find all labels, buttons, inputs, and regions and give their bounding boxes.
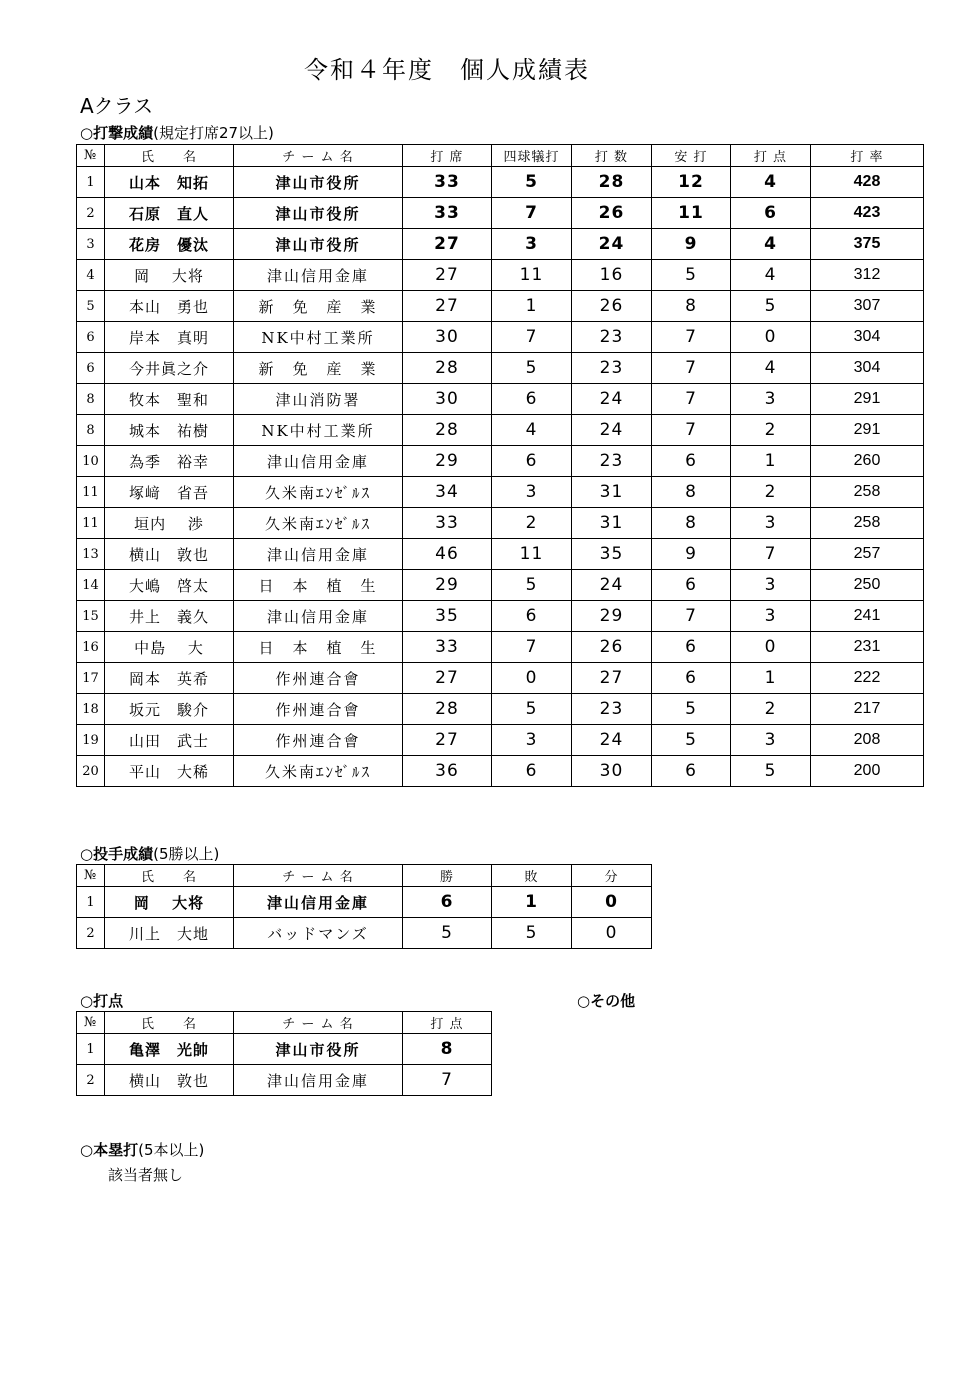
cell-pa: 27 bbox=[403, 663, 492, 694]
cell-h: 7 bbox=[652, 415, 731, 446]
cell-name: 今井眞之介 bbox=[105, 353, 234, 384]
homerun-note: 該当者無し bbox=[108, 1166, 184, 1184]
page-title: 令和４年度 個人成績表 bbox=[304, 56, 590, 84]
cell-name: 井上 義久 bbox=[105, 601, 234, 632]
cell-pa: 29 bbox=[403, 570, 492, 601]
cell-rbi: 5 bbox=[731, 291, 811, 322]
cell-team: NK中村工業所 bbox=[234, 415, 403, 446]
cell-rbi: 6 bbox=[731, 198, 811, 229]
column-header: 打 点 bbox=[403, 1012, 492, 1034]
cell-ab: 26 bbox=[572, 198, 652, 229]
cell-bb: 7 bbox=[492, 632, 572, 663]
cell-ab: 26 bbox=[572, 632, 652, 663]
cell-team: 津山信用金庫 bbox=[234, 1065, 403, 1096]
cell-avg: 307 bbox=[811, 291, 924, 322]
cell-pa: 27 bbox=[403, 725, 492, 756]
column-header: № bbox=[77, 145, 105, 167]
cell-bb: 1 bbox=[492, 291, 572, 322]
homerun-heading-title: ○本塁打 bbox=[80, 1141, 139, 1159]
cell-name: 本山 勇也 bbox=[105, 291, 234, 322]
cell-rbi: 4 bbox=[731, 260, 811, 291]
cell-name: 山田 武士 bbox=[105, 725, 234, 756]
cell-pa: 33 bbox=[403, 167, 492, 198]
column-header: チ ー ム 名 bbox=[234, 865, 403, 887]
cell-no: 8 bbox=[77, 415, 105, 446]
cell-team: 作州連合會 bbox=[234, 663, 403, 694]
table-row bbox=[77, 291, 924, 322]
cell-no: 2 bbox=[77, 918, 105, 949]
cell-h: 6 bbox=[652, 446, 731, 477]
cell-rbi: 1 bbox=[731, 446, 811, 477]
cell-rbi: 0 bbox=[731, 632, 811, 663]
cell-rbi: 7 bbox=[731, 539, 811, 570]
cell-avg: 241 bbox=[811, 601, 924, 632]
cell-rbi: 7 bbox=[403, 1065, 492, 1096]
cell-team: 作州連合會 bbox=[234, 694, 403, 725]
homerun-heading bbox=[80, 1139, 204, 1160]
cell-bb: 6 bbox=[492, 446, 572, 477]
cell-avg: 428 bbox=[811, 167, 924, 198]
table-row bbox=[77, 887, 652, 918]
column-header: № bbox=[77, 1012, 105, 1034]
cell-team: 津山市役所 bbox=[234, 167, 403, 198]
cell-avg: 231 bbox=[811, 632, 924, 663]
cell-rbi: 2 bbox=[731, 415, 811, 446]
column-header: 氏 名 bbox=[105, 1012, 234, 1034]
cell-no: 13 bbox=[77, 539, 105, 570]
column-header: 氏 名 bbox=[105, 865, 234, 887]
header-row bbox=[77, 865, 652, 887]
cell-rbi: 3 bbox=[731, 725, 811, 756]
cell-bb: 5 bbox=[492, 570, 572, 601]
cell-bb: 6 bbox=[492, 601, 572, 632]
cell-bb: 5 bbox=[492, 353, 572, 384]
cell-h: 6 bbox=[652, 663, 731, 694]
cell-team: 久米南ｴﾝｾﾞﾙｽ bbox=[234, 477, 403, 508]
cell-bb: 6 bbox=[492, 384, 572, 415]
cell-ab: 16 bbox=[572, 260, 652, 291]
cell-avg: 258 bbox=[811, 508, 924, 539]
cell-no: 20 bbox=[77, 756, 105, 787]
cell-bb: 3 bbox=[492, 725, 572, 756]
cell-h: 9 bbox=[652, 229, 731, 260]
cell-bb: 4 bbox=[492, 415, 572, 446]
cell-rbi: 4 bbox=[731, 353, 811, 384]
column-header: 打 率 bbox=[811, 145, 924, 167]
cell-pa: 28 bbox=[403, 353, 492, 384]
cell-ab: 35 bbox=[572, 539, 652, 570]
cell-no: 14 bbox=[77, 570, 105, 601]
cell-avg: 375 bbox=[811, 229, 924, 260]
table-row bbox=[77, 694, 924, 725]
column-header: 敗 bbox=[492, 865, 572, 887]
cell-name: 花房 優汰 bbox=[105, 229, 234, 260]
cell-pa: 29 bbox=[403, 446, 492, 477]
cell-ab: 23 bbox=[572, 694, 652, 725]
table-row bbox=[77, 508, 924, 539]
cell-team: 津山市役所 bbox=[234, 198, 403, 229]
cell-bb: 0 bbox=[492, 663, 572, 694]
cell-bb: 11 bbox=[492, 539, 572, 570]
rbi-heading-title: ○打点 bbox=[80, 992, 124, 1010]
cell-no: 15 bbox=[77, 601, 105, 632]
cell-no: 8 bbox=[77, 384, 105, 415]
cell-ab: 24 bbox=[572, 415, 652, 446]
cell-no: 11 bbox=[77, 508, 105, 539]
cell-no: 16 bbox=[77, 632, 105, 663]
cell-avg: 217 bbox=[811, 694, 924, 725]
cell-ab: 31 bbox=[572, 477, 652, 508]
cell-pa: 28 bbox=[403, 415, 492, 446]
cell-bb: 5 bbox=[492, 694, 572, 725]
cell-name: 坂元 駿介 bbox=[105, 694, 234, 725]
cell-pa: 35 bbox=[403, 601, 492, 632]
cell-name: 垣内 渉 bbox=[105, 508, 234, 539]
cell-no: 4 bbox=[77, 260, 105, 291]
cell-team: 津山消防署 bbox=[234, 384, 403, 415]
cell-avg: 312 bbox=[811, 260, 924, 291]
table-row bbox=[77, 260, 924, 291]
column-header: 打 点 bbox=[731, 145, 811, 167]
cell-no: 2 bbox=[77, 1065, 105, 1096]
cell-rbi: 2 bbox=[731, 694, 811, 725]
cell-team: NK中村工業所 bbox=[234, 322, 403, 353]
cell-h: 7 bbox=[652, 353, 731, 384]
table-row bbox=[77, 384, 924, 415]
cell-rbi: 0 bbox=[731, 322, 811, 353]
cell-no: 11 bbox=[77, 477, 105, 508]
cell-ab: 31 bbox=[572, 508, 652, 539]
cell-name: 横山 敦也 bbox=[105, 539, 234, 570]
cell-pa: 33 bbox=[403, 198, 492, 229]
cell-h: 8 bbox=[652, 477, 731, 508]
cell-pa: 33 bbox=[403, 632, 492, 663]
cell-pa: 46 bbox=[403, 539, 492, 570]
cell-name: 亀澤 光帥 bbox=[105, 1034, 234, 1065]
cell-avg: 222 bbox=[811, 663, 924, 694]
cell-ab: 24 bbox=[572, 570, 652, 601]
header-row bbox=[77, 1012, 492, 1034]
cell-rbi: 3 bbox=[731, 570, 811, 601]
cell-avg: 257 bbox=[811, 539, 924, 570]
cell-avg: 250 bbox=[811, 570, 924, 601]
cell-avg: 260 bbox=[811, 446, 924, 477]
column-header: チ ー ム 名 bbox=[234, 1012, 403, 1034]
cell-no: 17 bbox=[77, 663, 105, 694]
batting-heading-note: (規定打席27以上) bbox=[153, 124, 274, 142]
table-row bbox=[77, 601, 924, 632]
cell-avg: 200 bbox=[811, 756, 924, 787]
cell-team: 日 本 植 生 bbox=[234, 570, 403, 601]
table-row bbox=[77, 167, 924, 198]
cell-team: 津山市役所 bbox=[234, 1034, 403, 1065]
cell-h: 9 bbox=[652, 539, 731, 570]
cell-name: 山本 知拓 bbox=[105, 167, 234, 198]
cell-avg: 423 bbox=[811, 198, 924, 229]
table-row bbox=[77, 663, 924, 694]
column-header: 四球犠打 bbox=[492, 145, 572, 167]
cell-pa: 34 bbox=[403, 477, 492, 508]
cell-team: 新 免 産 業 bbox=[234, 353, 403, 384]
cell-ab: 23 bbox=[572, 322, 652, 353]
cell-ab: 23 bbox=[572, 353, 652, 384]
cell-pa: 30 bbox=[403, 384, 492, 415]
cell-team: バッドマンズ bbox=[234, 918, 403, 949]
cell-h: 8 bbox=[652, 508, 731, 539]
cell-avg: 208 bbox=[811, 725, 924, 756]
cell-name: 川上 大地 bbox=[105, 918, 234, 949]
cell-avg: 258 bbox=[811, 477, 924, 508]
cell-name: 岡本 英希 bbox=[105, 663, 234, 694]
cell-name: 石原 直人 bbox=[105, 198, 234, 229]
cell-no: 18 bbox=[77, 694, 105, 725]
cell-ab: 24 bbox=[572, 229, 652, 260]
cell-name: 城本 祐樹 bbox=[105, 415, 234, 446]
cell-name: 岡 大将 bbox=[105, 260, 234, 291]
batting-table bbox=[76, 144, 924, 787]
table-row bbox=[77, 415, 924, 446]
column-header: 氏 名 bbox=[105, 145, 234, 167]
cell-team: 新 免 産 業 bbox=[234, 291, 403, 322]
header-row bbox=[77, 145, 924, 167]
table-row bbox=[77, 477, 924, 508]
table-row bbox=[77, 353, 924, 384]
cell-h: 6 bbox=[652, 632, 731, 663]
column-header: 打 席 bbox=[403, 145, 492, 167]
cell-team: 津山信用金庫 bbox=[234, 539, 403, 570]
cell-no: 19 bbox=[77, 725, 105, 756]
cell-ab: 29 bbox=[572, 601, 652, 632]
table-row bbox=[77, 756, 924, 787]
cell-no: 6 bbox=[77, 353, 105, 384]
homerun-heading-note: (5本以上) bbox=[138, 1141, 205, 1159]
class-label: Aクラス bbox=[80, 94, 154, 118]
cell-ab: 24 bbox=[572, 384, 652, 415]
cell-h: 12 bbox=[652, 167, 731, 198]
cell-team: 津山信用金庫 bbox=[234, 260, 403, 291]
cell-pa: 28 bbox=[403, 694, 492, 725]
cell-h: 5 bbox=[652, 725, 731, 756]
table-row bbox=[77, 229, 924, 260]
pitching-heading bbox=[80, 843, 219, 864]
cell-pa: 27 bbox=[403, 229, 492, 260]
cell-h: 6 bbox=[652, 756, 731, 787]
cell-pa: 36 bbox=[403, 756, 492, 787]
cell-team: 津山信用金庫 bbox=[234, 887, 403, 918]
cell-bb: 3 bbox=[492, 477, 572, 508]
cell-name: 平山 大稀 bbox=[105, 756, 234, 787]
pitching-table bbox=[76, 864, 652, 949]
cell-team: 津山信用金庫 bbox=[234, 446, 403, 477]
cell-rbi: 3 bbox=[731, 601, 811, 632]
cell-ab: 24 bbox=[572, 725, 652, 756]
cell-h: 7 bbox=[652, 384, 731, 415]
column-header: 勝 bbox=[403, 865, 492, 887]
cell-w: 6 bbox=[403, 887, 492, 918]
cell-team: 津山市役所 bbox=[234, 229, 403, 260]
column-header: チ ー ム 名 bbox=[234, 145, 403, 167]
cell-rbi: 4 bbox=[731, 167, 811, 198]
table-row bbox=[77, 1034, 492, 1065]
column-header: 打 数 bbox=[572, 145, 652, 167]
cell-rbi: 2 bbox=[731, 477, 811, 508]
cell-d: 0 bbox=[572, 887, 652, 918]
pitching-heading-title: ○投手成績 bbox=[80, 845, 154, 863]
rbi-table bbox=[76, 1011, 492, 1096]
table-row bbox=[77, 198, 924, 229]
cell-name: 中島 大 bbox=[105, 632, 234, 663]
cell-no: 5 bbox=[77, 291, 105, 322]
table-row bbox=[77, 539, 924, 570]
cell-name: 大嶋 啓太 bbox=[105, 570, 234, 601]
cell-l: 1 bbox=[492, 887, 572, 918]
cell-d: 0 bbox=[572, 918, 652, 949]
cell-pa: 33 bbox=[403, 508, 492, 539]
cell-team: 久米南ｴﾝｾﾞﾙｽ bbox=[234, 756, 403, 787]
cell-ab: 27 bbox=[572, 663, 652, 694]
rbi-heading bbox=[80, 990, 123, 1011]
cell-no: 2 bbox=[77, 198, 105, 229]
cell-rbi: 5 bbox=[731, 756, 811, 787]
cell-h: 5 bbox=[652, 694, 731, 725]
cell-rbi: 8 bbox=[403, 1034, 492, 1065]
cell-team: 作州連合會 bbox=[234, 725, 403, 756]
table-row bbox=[77, 570, 924, 601]
table-row bbox=[77, 918, 652, 949]
cell-team: 久米南ｴﾝｾﾞﾙｽ bbox=[234, 508, 403, 539]
other-heading bbox=[577, 990, 635, 1011]
cell-no: 1 bbox=[77, 887, 105, 918]
table-row bbox=[77, 446, 924, 477]
pitching-heading-note: (5勝以上) bbox=[153, 845, 220, 863]
cell-bb: 11 bbox=[492, 260, 572, 291]
cell-bb: 7 bbox=[492, 198, 572, 229]
cell-h: 7 bbox=[652, 601, 731, 632]
cell-ab: 26 bbox=[572, 291, 652, 322]
cell-avg: 291 bbox=[811, 384, 924, 415]
column-header: 分 bbox=[572, 865, 652, 887]
cell-w: 5 bbox=[403, 918, 492, 949]
cell-h: 8 bbox=[652, 291, 731, 322]
cell-bb: 7 bbox=[492, 322, 572, 353]
cell-name: 岡 大将 bbox=[105, 887, 234, 918]
cell-h: 6 bbox=[652, 570, 731, 601]
cell-h: 5 bbox=[652, 260, 731, 291]
cell-ab: 28 bbox=[572, 167, 652, 198]
table-row bbox=[77, 322, 924, 353]
cell-team: 津山信用金庫 bbox=[234, 601, 403, 632]
cell-name: 横山 敦也 bbox=[105, 1065, 234, 1096]
cell-avg: 304 bbox=[811, 353, 924, 384]
cell-bb: 2 bbox=[492, 508, 572, 539]
cell-name: 岸本 真明 bbox=[105, 322, 234, 353]
cell-ab: 30 bbox=[572, 756, 652, 787]
batting-heading-title: ○打撃成績 bbox=[80, 124, 154, 142]
cell-rbi: 1 bbox=[731, 663, 811, 694]
cell-pa: 30 bbox=[403, 322, 492, 353]
cell-rbi: 3 bbox=[731, 384, 811, 415]
batting-heading bbox=[80, 122, 274, 143]
cell-name: 為季 裕幸 bbox=[105, 446, 234, 477]
table-row bbox=[77, 1065, 492, 1096]
cell-rbi: 4 bbox=[731, 229, 811, 260]
cell-pa: 27 bbox=[403, 291, 492, 322]
table-row bbox=[77, 725, 924, 756]
cell-l: 5 bbox=[492, 918, 572, 949]
cell-no: 1 bbox=[77, 1034, 105, 1065]
table-row bbox=[77, 632, 924, 663]
cell-team: 日 本 植 生 bbox=[234, 632, 403, 663]
cell-rbi: 3 bbox=[731, 508, 811, 539]
column-header: 安 打 bbox=[652, 145, 731, 167]
cell-name: 牧本 聖和 bbox=[105, 384, 234, 415]
cell-no: 10 bbox=[77, 446, 105, 477]
cell-h: 7 bbox=[652, 322, 731, 353]
cell-pa: 27 bbox=[403, 260, 492, 291]
cell-bb: 6 bbox=[492, 756, 572, 787]
cell-ab: 23 bbox=[572, 446, 652, 477]
cell-bb: 3 bbox=[492, 229, 572, 260]
other-heading-title: ○その他 bbox=[577, 992, 636, 1010]
cell-no: 3 bbox=[77, 229, 105, 260]
cell-avg: 304 bbox=[811, 322, 924, 353]
cell-bb: 5 bbox=[492, 167, 572, 198]
cell-avg: 291 bbox=[811, 415, 924, 446]
cell-h: 11 bbox=[652, 198, 731, 229]
cell-no: 6 bbox=[77, 322, 105, 353]
cell-no: 1 bbox=[77, 167, 105, 198]
column-header: № bbox=[77, 865, 105, 887]
cell-name: 塚﨑 省吾 bbox=[105, 477, 234, 508]
